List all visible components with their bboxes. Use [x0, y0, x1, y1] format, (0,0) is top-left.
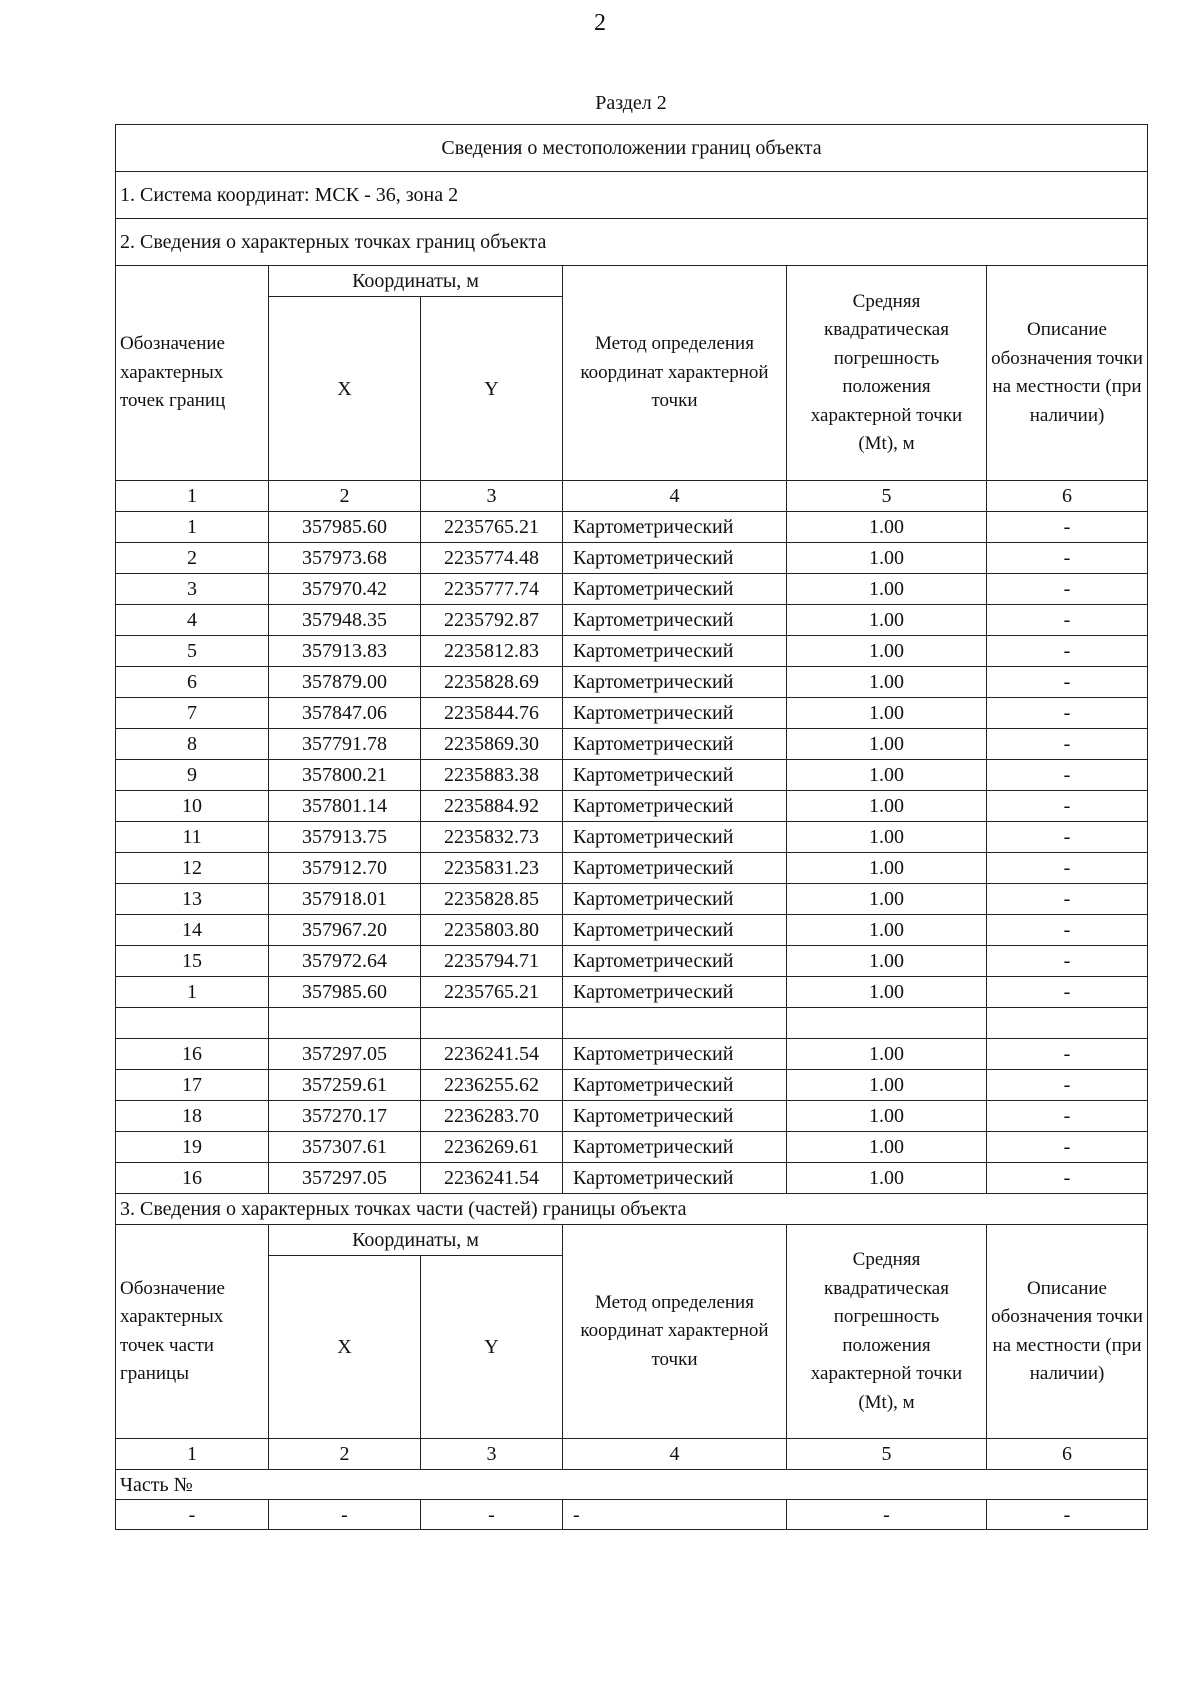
method-cell: Картометрический: [563, 1070, 787, 1101]
header-method: Метод определения координат характерной точки: [563, 1225, 787, 1439]
description-cell: -: [987, 605, 1148, 636]
method-cell: Картометрический: [563, 760, 787, 791]
coord-x: 357879.00: [269, 667, 421, 698]
table-row: [116, 853, 1148, 884]
table-row: [116, 698, 1148, 729]
error-cell: 1.00: [787, 760, 987, 791]
table-row: [116, 1070, 1148, 1101]
error-cell: -: [787, 1500, 987, 1530]
coord-x: 357985.60: [269, 977, 421, 1008]
method-cell: Картометрический: [563, 915, 787, 946]
point-number: 16: [116, 1163, 269, 1194]
table-title: Сведения о местоположении границ объекта: [116, 125, 1148, 172]
coord-x: 357259.61: [269, 1070, 421, 1101]
description-cell: -: [987, 791, 1148, 822]
boundary-table: [115, 124, 1148, 1530]
method-cell: Картометрический: [563, 884, 787, 915]
table-row: [116, 1500, 1148, 1530]
error-cell: 1.00: [787, 729, 987, 760]
method-cell: Картометрический: [563, 667, 787, 698]
error-cell: 1.00: [787, 1070, 987, 1101]
header-y: Y: [421, 297, 563, 481]
table-row: [116, 1039, 1148, 1070]
coord-x: 357918.01: [269, 884, 421, 915]
point-number: 13: [116, 884, 269, 915]
column-number: 3: [421, 481, 563, 512]
method-cell: Картометрический: [563, 605, 787, 636]
coord-x: 357913.75: [269, 822, 421, 853]
description-cell: -: [987, 698, 1148, 729]
page-number: 2: [594, 10, 606, 36]
method-cell: Картометрический: [563, 512, 787, 543]
coord-x: 357970.42: [269, 574, 421, 605]
coord-x: 357967.20: [269, 915, 421, 946]
header-coords-group: Координаты, м: [269, 266, 563, 297]
point-number: 17: [116, 1070, 269, 1101]
description-cell: -: [987, 512, 1148, 543]
method-cell: Картометрический: [563, 574, 787, 605]
coord-y: 2235794.71: [421, 946, 563, 977]
error-cell: 1.00: [787, 698, 987, 729]
coord-x: 357297.05: [269, 1163, 421, 1194]
method-cell: Картометрический: [563, 698, 787, 729]
coord-y: 2236283.70: [421, 1101, 563, 1132]
description-cell: -: [987, 1070, 1148, 1101]
method-cell: Картометрический: [563, 1039, 787, 1070]
header-error: Средняя квадратическая погрешность положения характерной точки (Mt), м: [787, 266, 987, 481]
description-cell: -: [987, 915, 1148, 946]
table-row: [116, 729, 1148, 760]
point-number: 2: [116, 543, 269, 574]
header-point-label: Обозначение характерных точек границ: [116, 266, 269, 481]
point-number: 10: [116, 791, 269, 822]
column-number: 5: [787, 1439, 987, 1470]
error-cell: 1.00: [787, 977, 987, 1008]
coord-y: 2235765.21: [421, 512, 563, 543]
header-description: Описание обозначения точки на местности (при наличии): [987, 1225, 1148, 1439]
method-cell: Картометрический: [563, 1101, 787, 1132]
point-number: -: [116, 1500, 269, 1530]
coord-y: 2235884.92: [421, 791, 563, 822]
coord-y: 2235803.80: [421, 915, 563, 946]
coord-x: 357791.78: [269, 729, 421, 760]
point-number: 1: [116, 512, 269, 543]
description-cell: -: [987, 1500, 1148, 1530]
error-cell: 1.00: [787, 512, 987, 543]
method-cell: Картометрический: [563, 977, 787, 1008]
column-number: 3: [421, 1439, 563, 1470]
coord-y: 2235831.23: [421, 853, 563, 884]
coord-y: 2235844.76: [421, 698, 563, 729]
table-row: [116, 946, 1148, 977]
coord-y: 2236241.54: [421, 1039, 563, 1070]
coord-x: 357913.83: [269, 636, 421, 667]
point-number: 6: [116, 667, 269, 698]
column-numbers-row: [116, 1439, 1148, 1470]
coord-y: 2235765.21: [421, 977, 563, 1008]
point-number: 9: [116, 760, 269, 791]
method-cell: Картометрический: [563, 543, 787, 574]
header-description: Описание обозначения точки на местности (при наличии): [987, 266, 1148, 481]
coord-y: 2235777.74: [421, 574, 563, 605]
table-row: [116, 512, 1148, 543]
header-method: Метод определения координат характерной точки: [563, 266, 787, 481]
error-cell: 1.00: [787, 543, 987, 574]
coord-x: -: [269, 1500, 421, 1530]
method-cell: Картометрический: [563, 636, 787, 667]
point-number: 4: [116, 605, 269, 636]
table-row: [116, 667, 1148, 698]
header-coords-group: Координаты, м: [269, 1225, 563, 1256]
description-cell: -: [987, 729, 1148, 760]
coord-y: 2235774.48: [421, 543, 563, 574]
table-row: [116, 791, 1148, 822]
column-number: 1: [116, 481, 269, 512]
separator-row: [116, 1008, 1148, 1039]
table-row: [116, 574, 1148, 605]
point-number: 8: [116, 729, 269, 760]
header-error: Средняя квадратическая погрешность положения характерной точки (Mt), м: [787, 1225, 987, 1439]
description-cell: -: [987, 543, 1148, 574]
coord-x: 357972.64: [269, 946, 421, 977]
error-cell: 1.00: [787, 853, 987, 884]
coord-y: 2235792.87: [421, 605, 563, 636]
table-row: [116, 915, 1148, 946]
table-row: [116, 636, 1148, 667]
coord-x: 357801.14: [269, 791, 421, 822]
method-cell: Картометрический: [563, 729, 787, 760]
coord-y: 2235828.69: [421, 667, 563, 698]
table-row: [116, 1163, 1148, 1194]
coord-x: 357985.60: [269, 512, 421, 543]
section-label: Раздел 2: [595, 92, 667, 114]
coord-x: 357847.06: [269, 698, 421, 729]
coord-x: 357912.70: [269, 853, 421, 884]
error-cell: 1.00: [787, 791, 987, 822]
point-number: 7: [116, 698, 269, 729]
table-row: [116, 760, 1148, 791]
point-number: 18: [116, 1101, 269, 1132]
method-cell: Картометрический: [563, 822, 787, 853]
point-number: 15: [116, 946, 269, 977]
description-cell: -: [987, 822, 1148, 853]
point-number: 11: [116, 822, 269, 853]
table-row: [116, 977, 1148, 1008]
coord-y: 2236255.62: [421, 1070, 563, 1101]
method-cell: Картометрический: [563, 791, 787, 822]
method-cell: Картометрический: [563, 1163, 787, 1194]
column-number: 5: [787, 481, 987, 512]
coord-x: 357270.17: [269, 1101, 421, 1132]
table-row: [116, 1132, 1148, 1163]
description-cell: -: [987, 884, 1148, 915]
description-cell: -: [987, 636, 1148, 667]
method-cell: Картометрический: [563, 946, 787, 977]
column-number: 4: [563, 1439, 787, 1470]
column-number: 6: [987, 1439, 1148, 1470]
point-number: 14: [116, 915, 269, 946]
point-number: 16: [116, 1039, 269, 1070]
header-point-label-part: Обозначение характерных точек части границы: [116, 1225, 269, 1439]
point-number: 19: [116, 1132, 269, 1163]
table-row: [116, 1101, 1148, 1132]
error-cell: 1.00: [787, 1163, 987, 1194]
coord-x: 357307.61: [269, 1132, 421, 1163]
description-cell: -: [987, 667, 1148, 698]
method-cell: Картометрический: [563, 853, 787, 884]
coord-x: 357948.35: [269, 605, 421, 636]
description-cell: -: [987, 1163, 1148, 1194]
method-cell: -: [563, 1500, 787, 1530]
coord-y: 2236241.54: [421, 1163, 563, 1194]
description-cell: -: [987, 1039, 1148, 1070]
error-cell: 1.00: [787, 884, 987, 915]
header-x: X: [269, 297, 421, 481]
error-cell: 1.00: [787, 1132, 987, 1163]
table-row: [116, 884, 1148, 915]
error-cell: 1.00: [787, 1101, 987, 1132]
coordinate-system: 1. Система координат: МСК - 36, зона 2: [116, 172, 1148, 219]
error-cell: 1.00: [787, 1039, 987, 1070]
header-x: X: [269, 1256, 421, 1439]
point-number: 1: [116, 977, 269, 1008]
coord-x: 357973.68: [269, 543, 421, 574]
coord-y: 2235828.85: [421, 884, 563, 915]
coord-y: 2235883.38: [421, 760, 563, 791]
coord-x: 357297.05: [269, 1039, 421, 1070]
coord-y: 2235812.83: [421, 636, 563, 667]
table-row: [116, 822, 1148, 853]
point-number: 5: [116, 636, 269, 667]
description-cell: -: [987, 853, 1148, 884]
column-number: 2: [269, 481, 421, 512]
error-cell: 1.00: [787, 636, 987, 667]
error-cell: 1.00: [787, 667, 987, 698]
column-number: 4: [563, 481, 787, 512]
table-row: [116, 543, 1148, 574]
coord-x: 357800.21: [269, 760, 421, 791]
description-cell: -: [987, 1132, 1148, 1163]
method-cell: Картометрический: [563, 1132, 787, 1163]
column-number: 6: [987, 481, 1148, 512]
coord-y: 2235869.30: [421, 729, 563, 760]
description-cell: -: [987, 760, 1148, 791]
error-cell: 1.00: [787, 822, 987, 853]
column-numbers-row: [116, 481, 1148, 512]
description-cell: -: [987, 977, 1148, 1008]
section3-title: 3. Сведения о характерных точках части (частей) границы объекта: [116, 1194, 1148, 1225]
column-number: 1: [116, 1439, 269, 1470]
column-number: 2: [269, 1439, 421, 1470]
coord-y: 2235832.73: [421, 822, 563, 853]
table-row: [116, 605, 1148, 636]
part-label: Часть №: [116, 1470, 1148, 1500]
error-cell: 1.00: [787, 605, 987, 636]
point-number: 3: [116, 574, 269, 605]
description-cell: -: [987, 1101, 1148, 1132]
coord-y: 2236269.61: [421, 1132, 563, 1163]
error-cell: 1.00: [787, 946, 987, 977]
description-cell: -: [987, 574, 1148, 605]
description-cell: -: [987, 946, 1148, 977]
error-cell: 1.00: [787, 915, 987, 946]
header-y: Y: [421, 1256, 563, 1439]
error-cell: 1.00: [787, 574, 987, 605]
coord-y: -: [421, 1500, 563, 1530]
section2-title: 2. Сведения о характерных точках границ объекта: [116, 219, 1148, 266]
point-number: 12: [116, 853, 269, 884]
